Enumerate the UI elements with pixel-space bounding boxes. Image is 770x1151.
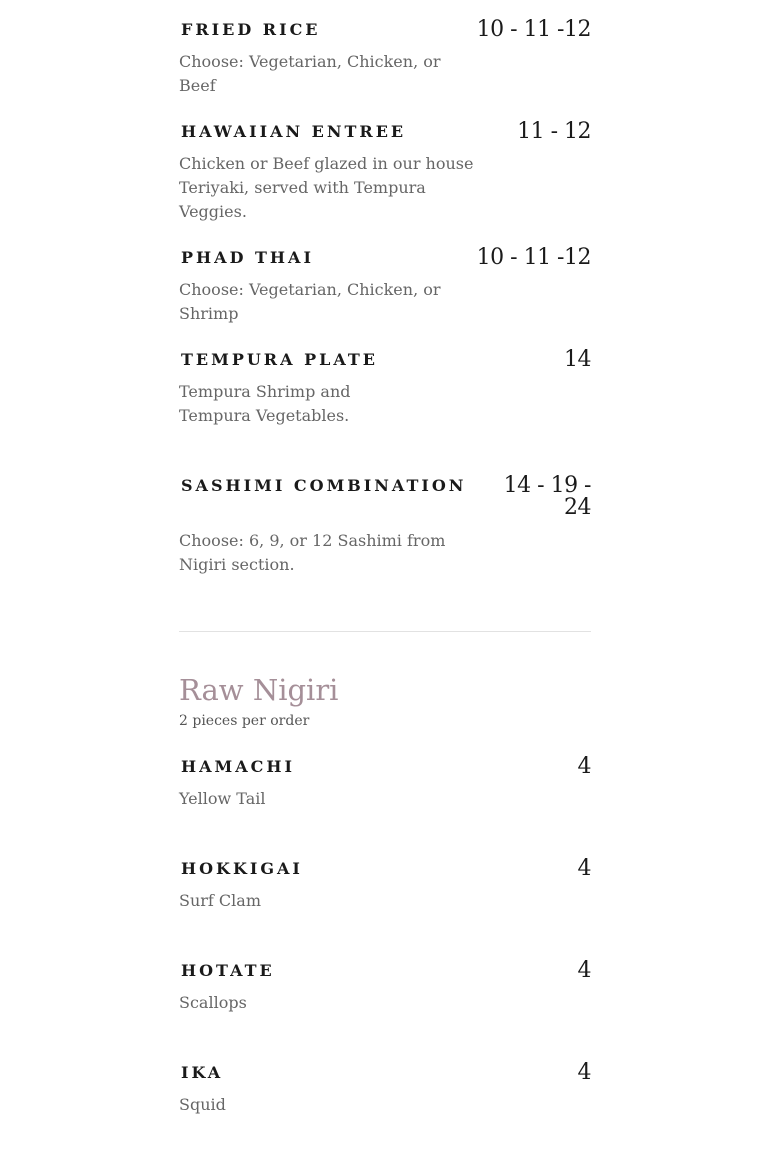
item-name: HOKKIGAI — [181, 859, 303, 878]
item-price: 10 - 11 -12 — [476, 17, 591, 42]
section-divider — [179, 631, 591, 632]
item-description: Squid — [179, 1095, 226, 1114]
item-name: TEMPURA PLATE — [181, 350, 378, 369]
item-price: 11 - 12 — [517, 119, 591, 144]
item-description: Yellow Tail — [179, 789, 266, 808]
menu-item-phad-thai — [179, 247, 591, 326]
item-name: FRIED RICE — [181, 20, 321, 39]
item-name: HOTATE — [181, 961, 275, 980]
item-price: 4 — [577, 856, 591, 881]
item-price: 4 — [577, 958, 591, 983]
item-name: HAWAIIAN ENTREE — [181, 122, 407, 141]
menu-item-hamachi — [179, 756, 591, 811]
item-name: PHAD THAI — [181, 248, 314, 267]
item-price: 4 — [577, 1060, 591, 1085]
menu-item-fried-rice — [179, 19, 591, 98]
item-name: SASHIMI COMBINATION — [181, 476, 467, 495]
menu-item-ika — [179, 1062, 591, 1117]
item-description: Tempura Shrimp and Tempura Vegetables. — [179, 382, 351, 425]
item-name: IKA — [181, 1063, 224, 1082]
item-price: 14 - 19 - 24 — [503, 473, 591, 520]
item-description: Surf Clam — [179, 891, 261, 910]
menu-item-hotate — [179, 960, 591, 1015]
item-price: 14 — [564, 347, 591, 372]
menu-item-sashimi-combination — [179, 475, 591, 577]
item-name: HAMACHI — [181, 757, 295, 776]
section-subtitle: 2 pieces per order — [179, 713, 310, 729]
section-title: Raw Nigiri — [179, 673, 339, 707]
item-description: Choose: Vegetarian, Chicken, or Beef — [179, 52, 441, 95]
menu-item-hawaiian-entree — [179, 121, 591, 224]
item-description: Choose: Vegetarian, Chicken, or Shrimp — [179, 280, 441, 323]
menu-item-hokkigai — [179, 858, 591, 913]
item-description: Scallops — [179, 993, 247, 1012]
item-description: Choose: 6, 9, or 12 Sashimi from Nigiri section. — [179, 531, 446, 574]
item-price: 10 - 11 -12 — [476, 245, 591, 270]
item-description: Chicken or Beef glazed in our house Teriyaki, served with Tempura Veggies. — [179, 154, 474, 221]
menu-item-tempura-plate — [179, 349, 591, 428]
item-price: 4 — [577, 754, 591, 779]
